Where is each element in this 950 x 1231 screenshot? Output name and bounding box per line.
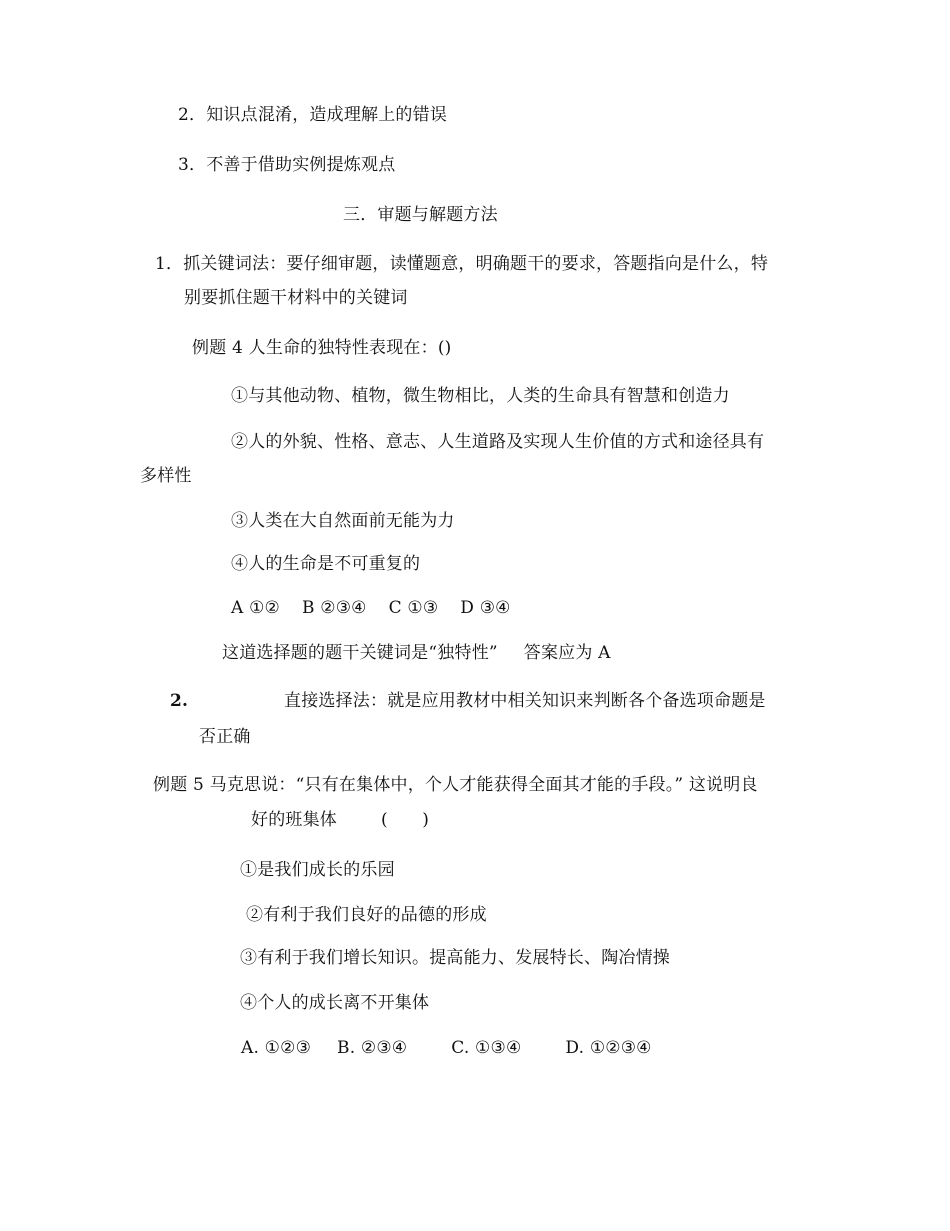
method-1-line-2: 别要抓住题干材料中的关键词: [184, 288, 408, 308]
example-5-question-cont: [251, 809, 429, 831]
choice-a: A. ①②③: [241, 1038, 312, 1058]
example-5-option-1: ①是我们成长的乐园: [240, 860, 395, 880]
method-2-line-1: 直接选择法：就是应用教材中相关知识来判断各个备选项命题是: [284, 691, 766, 711]
choice-d: D. ①②③④: [565, 1038, 652, 1058]
choice-b: B. ②③④: [337, 1038, 408, 1058]
method-2-line-2: 否正确: [199, 727, 251, 747]
choice-c: C ①③: [388, 598, 439, 618]
answer-blank: ( ): [381, 810, 430, 830]
choice-c: C. ①③④: [451, 1038, 522, 1058]
method-2-number: 2.: [170, 691, 189, 711]
example-4-option-3: ③人类在大自然面前无能为力: [231, 511, 455, 531]
section-heading: 三．审题与解题方法: [343, 205, 498, 225]
method-1-line-1: 1．抓关键词法：要仔细审题，读懂题意，明确题干的要求，答题指向是什么，特: [155, 254, 769, 274]
list-item-3: 3．不善于借助实例提炼观点: [178, 155, 396, 175]
example-4-question: 例题 4 人生命的独特性表现在：(): [192, 338, 452, 358]
example-4-option-4: ④人的生命是不可重复的: [231, 554, 421, 574]
example-5-option-4: ④个人的成长离不开集体: [240, 993, 430, 1013]
example-4-answer: [222, 642, 611, 664]
example-5-question: 例题 5 马克思说：“只有在集体中，个人才能获得全面其才能的手段。” 这说明良: [153, 775, 758, 795]
answer-value: 答案应为 A: [523, 643, 611, 663]
question-tail: 好的班集体: [251, 810, 337, 830]
example-4-choices: [231, 597, 511, 619]
example-5-option-2: ②有利于我们良好的品德的形成: [246, 905, 487, 925]
example-4-option-1: ①与其他动物、植物，微生物相比，人类的生命具有智慧和创造力: [231, 386, 730, 406]
choice-a: A ①②: [231, 598, 280, 618]
choice-b: B ②③④: [301, 598, 367, 618]
choice-d: D ③④: [460, 598, 511, 618]
example-5-choices: [241, 1037, 652, 1059]
example-5-option-3: ③有利于我们增长知识。提高能力、发展特长、陶冶情操: [240, 948, 670, 968]
list-item-2: 2．知识点混淆，造成理解上的错误: [178, 105, 448, 125]
example-4-option-2-cont: 多样性: [140, 466, 192, 486]
example-4-option-2: ②人的外貌、性格、意志、人生道路及实现人生价值的方式和途径具有: [231, 432, 765, 452]
answer-keyword: 这道选择题的题干关键词是“独特性”: [222, 643, 498, 663]
